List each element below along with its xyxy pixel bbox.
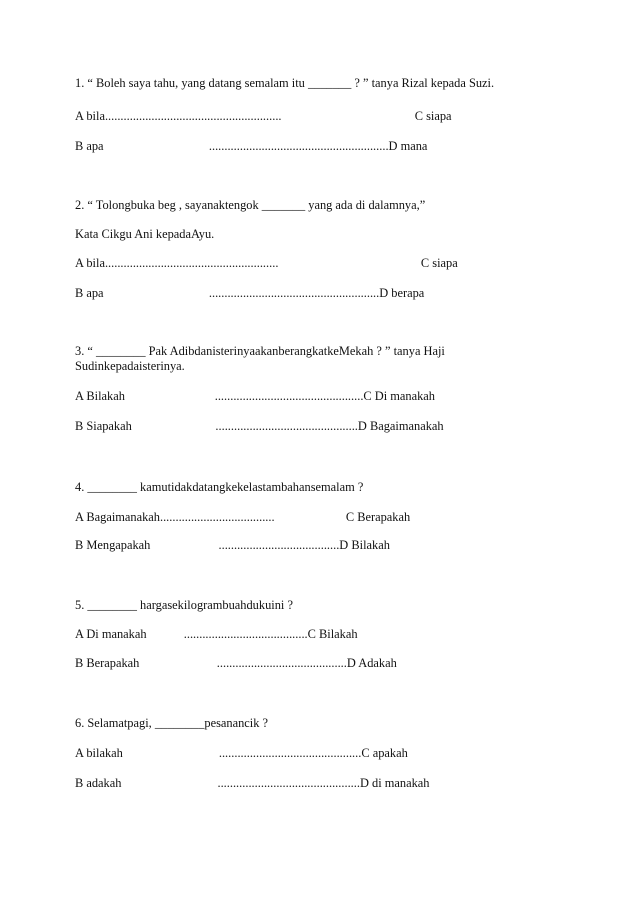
question-4-stem: 4. ________ kamutidakdatangkekelastambahansemalam ? xyxy=(75,480,364,494)
question-3-stem: 3. “ ________ Pak AdibdanisterinyaakanberangkatkeMekah ? ” tanya Haji Sudinkepadaisterinya. xyxy=(75,344,445,373)
question-6-stem: 6. Selamatpagi, ________pesanancik ? xyxy=(75,716,269,730)
question-1-options-row-1: A bila......................................................... C siapa xyxy=(75,109,452,123)
question-6-options-row-2: B adakah ..............................................D di manakah xyxy=(75,776,430,790)
question-4-options-row-1: A Bagaimanakah..................................... C Berapakah xyxy=(75,510,411,524)
question-1-stem: 1. “ Boleh saya tahu, yang datang semalam itu _______ ? ” tanya Rizal kepada Suzi. xyxy=(75,76,495,90)
question-2-options-row-2: B apa .......................................................D berapa xyxy=(75,286,425,300)
question-5-options-row-2: B Berapakah ..........................................D Adakah xyxy=(75,656,397,670)
question-4-options-row-2: B Mengapakah .......................................D Bilakah xyxy=(75,538,390,552)
question-2-options-row-1: A bila........................................................ C siapa xyxy=(75,256,458,270)
question-6-options-row-1: A bilakah ..............................................C apakah xyxy=(75,746,408,760)
question-2-stem: 2. “ Tolongbuka beg , sayanaktengok _______ yang ada di dalamnya,” xyxy=(75,198,426,212)
question-5-stem: 5. ________ hargasekilogrambuahdukuini ? xyxy=(75,598,293,612)
question-2-extra-line: Kata Cikgu Ani kepadaAyu. xyxy=(75,227,215,241)
question-5-options-row-1: A Di manakah ........................................C Bilakah xyxy=(75,627,358,641)
question-3-options-row-2: B Siapakah ..............................................D Bagaimanakah xyxy=(75,419,444,433)
question-3-options-row-1: A Bilakah ................................................C Di manakah xyxy=(75,389,435,403)
question-1-options-row-2: B apa ..........................................................D mana xyxy=(75,139,428,153)
